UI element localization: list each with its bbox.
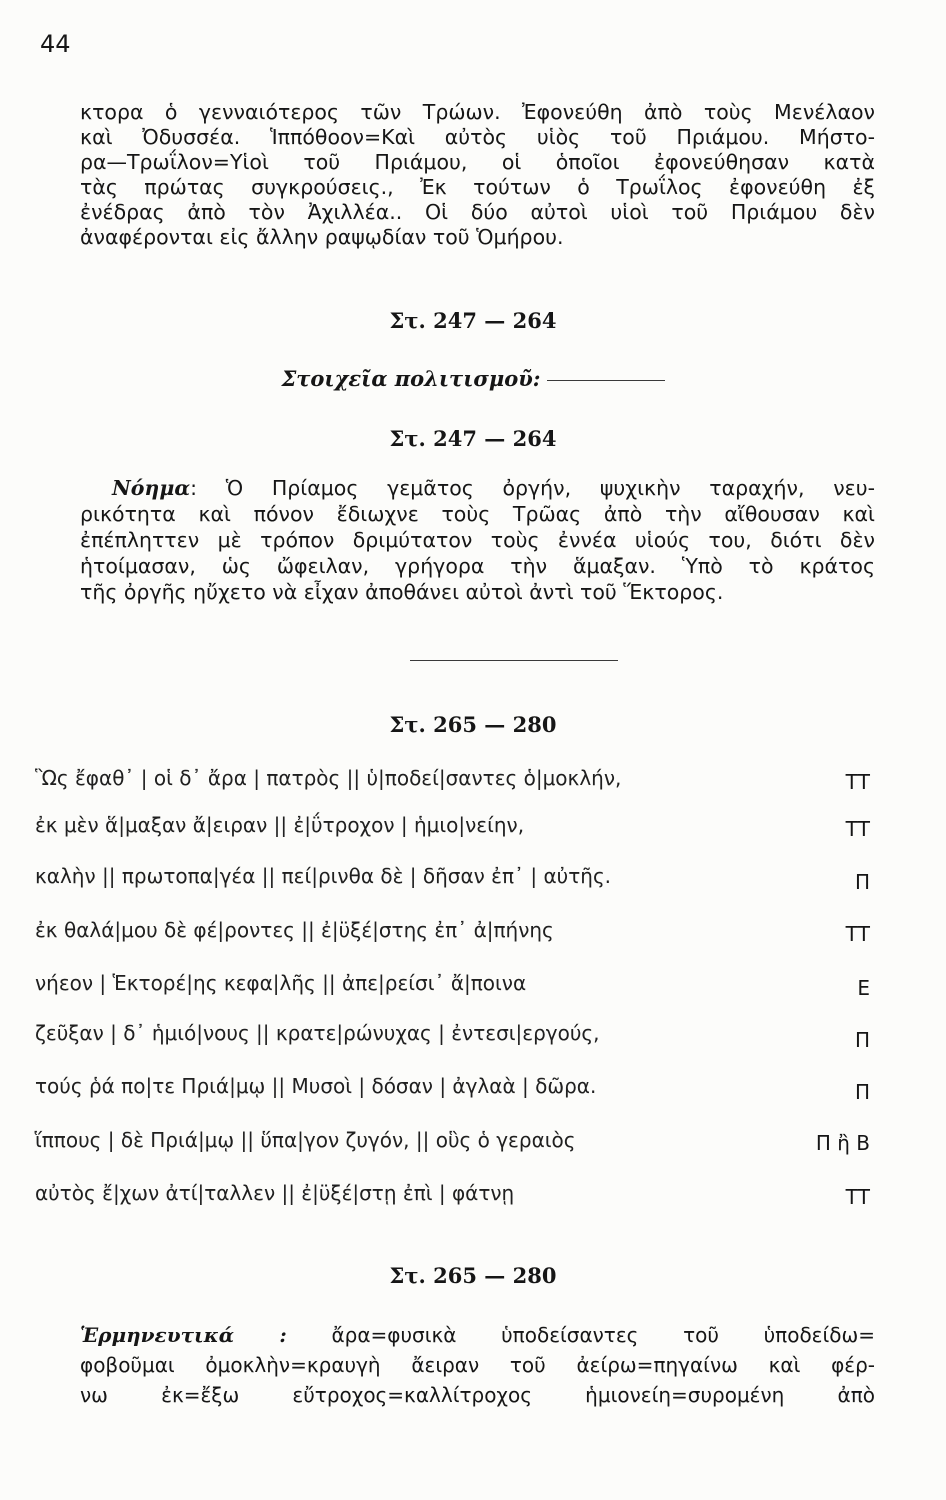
text-line: φοβοῦμαι ὀμοκλὴν=κραυγὴ ἄειραν τοῦ ἀείρω=πηγαίνω καὶ φέρ-: [80, 1353, 875, 1377]
text-line: [80, 475, 875, 501]
metre-mark: Π ἢ Β: [815, 1131, 870, 1155]
noima-paragraph: [80, 475, 875, 605]
verse-line: ζεῦξαν | δ᾽ ἡμιό|νους || κρατε|ρώνυχας | ἐντεσι|εργούς,: [35, 1021, 600, 1045]
section-heading: Στ. 247 — 264: [389, 426, 557, 451]
noima-first-line: : Ὁ Πρίαμος γεμᾶτος ὀργήν, ψυχικὴν ταραχήν, νευ-: [190, 476, 875, 500]
verse-line: καλὴν || πρωτοπα|γέα || πεί|ρινθα δὲ | δῆσαν ἐπ᾽ | αὐτῆς.: [35, 864, 612, 888]
metre-mark: Ε: [857, 976, 870, 1000]
metre-mark: ΤΤ: [845, 770, 870, 794]
metre-mark: Π: [854, 1080, 870, 1104]
text-line: ἐπέπληττεν μὲ τρόπον δριμύτατον τοὺς ἐννέα υἱούς του, διότι δὲν: [80, 528, 875, 552]
metre-mark: ΤΤ: [845, 817, 870, 841]
metre-mark: ΤΤ: [845, 1185, 870, 1209]
text-line: καὶ Ὀδυσσέα. Ἱππόθοον=Καὶ αὐτὸς υἱὸς τοῦ Πριάμου. Μήστο-: [80, 125, 875, 149]
metre-mark: Π: [854, 1028, 870, 1052]
text-line: νω ἐκ=ἔξω εὔτροχος=καλλίτροχος ἡμιονείη=συρομένη ἀπὸ: [80, 1383, 875, 1407]
page-number: 44: [40, 30, 71, 58]
text-line: κτορα ὁ γενναιότερος τῶν Τρώων. Ἐφονεύθη ἀπὸ τοὺς Μενέλαον: [80, 100, 875, 124]
ermineutika-label: Ἑρμηνευτικά :: [80, 1323, 287, 1347]
text-line: ρα—Τρωΐλον=Υἱοὶ τοῦ Πριάμου, οἱ ὁποῖοι ἐφονεύθησαν κατὰ: [80, 150, 875, 174]
text-line: [80, 1320, 875, 1350]
verse-line: αὐτὸς ἔ|χων ἀτί|ταλλεν || ἐ|ϋξέ|στῃ ἐπὶ | φάτνῃ: [35, 1181, 515, 1205]
subheading-text: Στοιχεῖα πολιτισμοῦ:: [281, 366, 541, 391]
section-divider: [410, 660, 618, 661]
section-heading: Στ. 265 — 280: [389, 712, 557, 737]
verse-line: Ὣς ἔφαθ᾽ | οἱ δ᾽ ἄρα | πατρὸς || ὑ|ποδεί|σαντες ὁ|μοκλήν,: [35, 766, 622, 790]
verse-line: ἐκ μὲν ἅ|μαξαν ἄ|ειραν || ἐ|ΰτροχον | ἡμιο|νείην,: [35, 813, 525, 837]
verse-line: ἵππους | δὲ Πριά|μῳ || ὕπα|γον ζυγόν, || οὓς ὁ γεραιὸς: [35, 1128, 576, 1152]
section-heading: Στ. 265 — 280: [389, 1263, 557, 1288]
section-subheading: [0, 366, 946, 391]
metre-mark: Π: [854, 870, 870, 894]
text-line: τὰς πρώτας συγκρούσεις., Ἐκ τούτων ὁ Τρωΐλος ἐφονεύθη ἐξ: [80, 175, 875, 199]
text-line: ἡτοίμασαν, ὡς ὤφειλαν, γρήγορα τὴν ἅμαξαν. Ὑπὸ τὸ κράτος: [80, 554, 875, 578]
text-line: τῆς ὀργῆς ηὔχετο νὰ εἶχαν ἀποθάνει αὐτοὶ ἀντὶ τοῦ Ἕκτορος.: [80, 580, 724, 604]
verse-line: ἐκ θαλά|μου δὲ φέ|ροντες || ἐ|ϋξέ|στης ἐπ᾽ ἀ|πήνης: [35, 918, 554, 942]
ermineutika-paragraph: [80, 1320, 875, 1410]
section-heading: Στ. 247 — 264: [389, 308, 557, 333]
verse-line: νήεον | Ἑκτορέ|ης κεφα|λῆς || ἀπε|ρείσι᾽ ἄ|ποινα: [35, 971, 527, 995]
ermineutika-first-line: ἄρα=φυσικὰ ὑποδείσαντες τοῦ ὑποδείδω=: [331, 1323, 875, 1347]
text-line: ρικότητα καὶ πόνον ἔδιωχνε τοὺς Τρῶας ἀπὸ τὴν αἴθουσαν καὶ: [80, 502, 875, 526]
metre-mark: ΤΤ: [845, 922, 870, 946]
noima-label: Νόημα: [112, 476, 191, 500]
text-line: ἀναφέρονται εἰς ἄλλην ραψῳδίαν τοῦ Ὁμήρου.: [80, 225, 564, 249]
intro-paragraph: [80, 100, 875, 250]
verse-line: τούς ῥά πο|τε Πριά|μῳ || Μυσοὶ | δόσαν | ἀγλαὰ | δῶρα.: [35, 1074, 597, 1098]
subheading-rule: [547, 380, 665, 381]
text-line: ἐνέδρας ἀπὸ τὸν Ἀχιλλέα.. Οἱ δύο αὐτοὶ υἱοὶ τοῦ Πριάμου δὲν: [80, 200, 875, 224]
